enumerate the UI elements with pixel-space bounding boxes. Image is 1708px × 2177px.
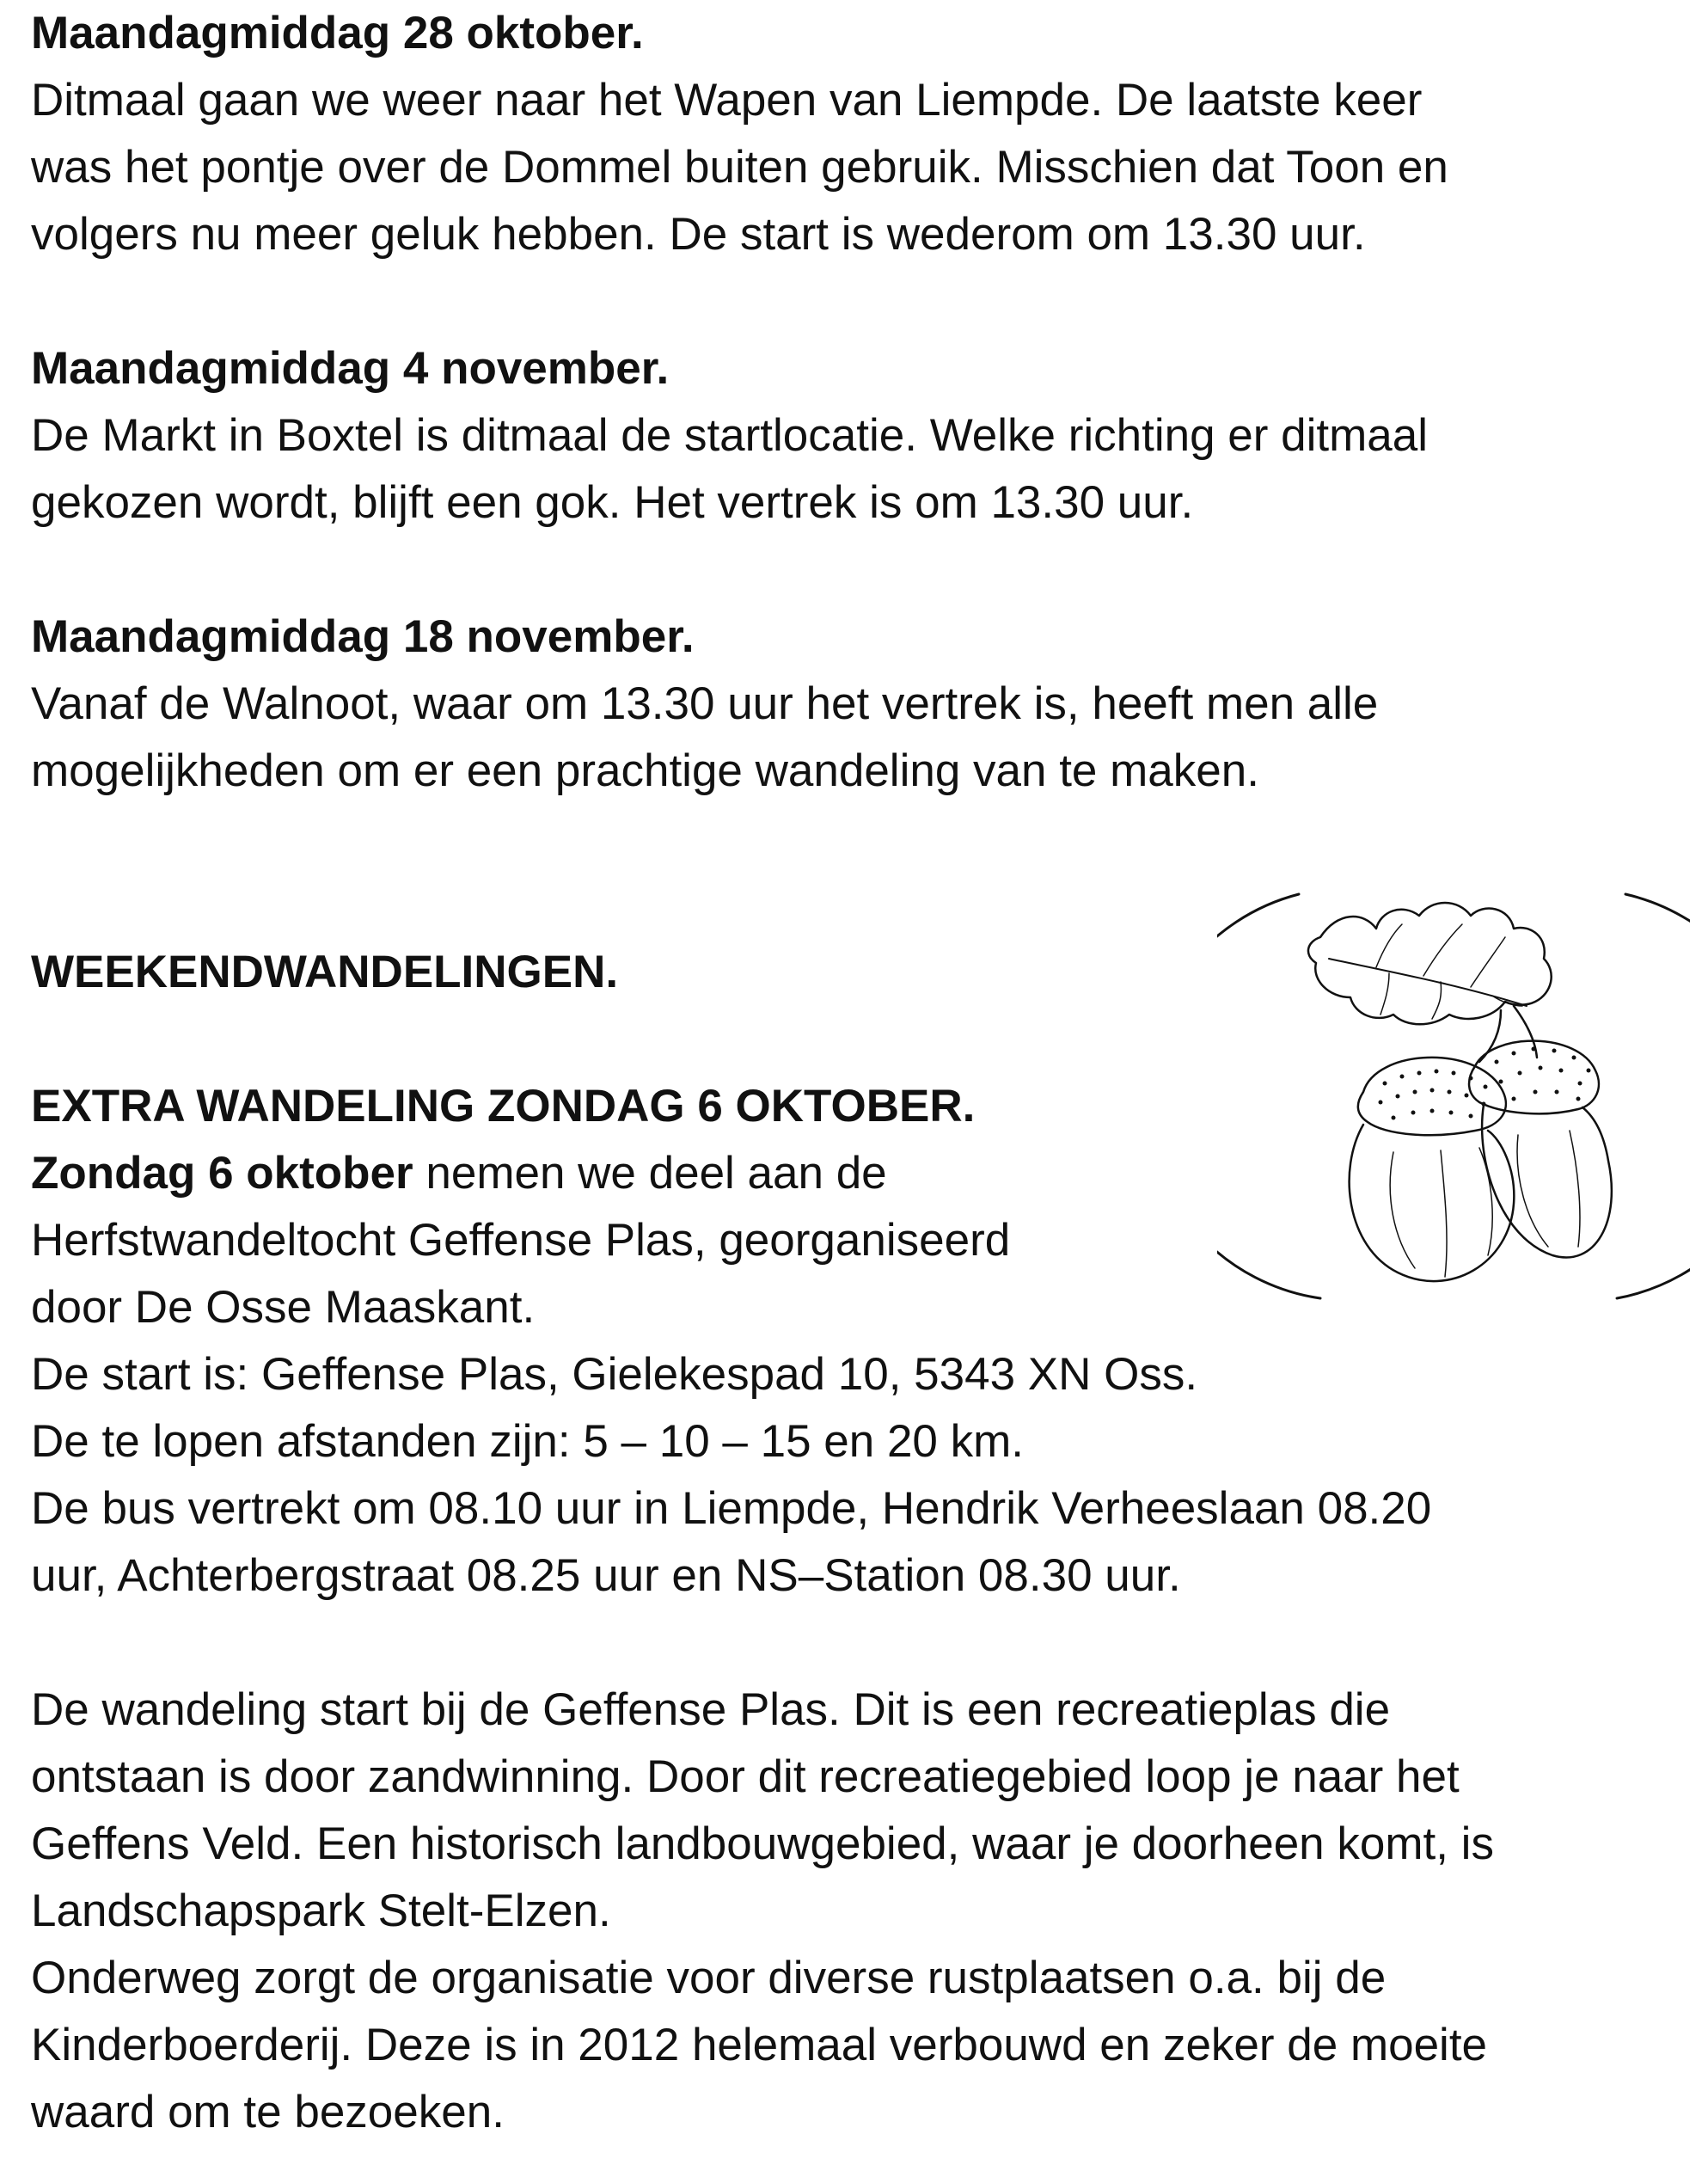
acorn-oak-leaf-icon [1217,877,1690,1307]
nov18-line-2: mogelijkheden om er een prachtige wandeling van te maken. [31,745,1259,796]
heading-weekend: WEEKENDWANDELINGEN. [31,947,619,997]
document-page [31,0,1681,2177]
heading-nov4: Maandagmiddag 4 november. [31,343,670,394]
nov4-line-1: De Markt in Boxtel is ditmaal de startlocatie. Welke richting er ditmaal [31,410,1428,461]
description-line-4: Landschapspark Stelt-Elzen. [31,1886,611,1936]
extra-line-3: De start is: Geffense Plas, Gielekespad 10, 5343 XN Oss. [31,1349,1198,1400]
extra-line-5: De bus vertrekt om 08.10 uur in Liempde, Hendrik Verheeslaan 08.20 [31,1483,1432,1534]
nov18-line-1: Vanaf de Walnoot, waar om 13.30 uur het vertrek is, heeft men alle [31,678,1379,729]
extra-line-1: Herfstwandeltocht Geffense Plas, georganiseerd [31,1215,1011,1266]
description-line-5: Onderweg zorgt de organisatie voor diverse rustplaatsen o.a. bij de [31,1953,1387,2003]
nov4-line-2: gekozen wordt, blijft een gok. Het vertrek is om 13.30 uur. [31,477,1194,528]
description-line-1: De wandeling start bij de Geffense Plas. Dit is een recreatieplas die [31,1684,1391,1735]
description-line-7: waard om te bezoeken. [31,2087,505,2137]
oct28-line-2: was het pontje over de Dommel buiten gebruik. Misschien dat Toon en [31,142,1448,193]
extra-line-6: uur, Achterbergstraat 08.25 uur en NS–Station 08.30 uur. [31,1550,1181,1601]
heading-oct28: Maandagmiddag 28 oktober. [31,8,644,58]
extra-intro-line [31,1140,887,1207]
extra-intro-bold: Zondag 6 oktober [31,1148,413,1199]
heading-nov18: Maandagmiddag 18 november. [31,611,695,662]
extra-line-2: door De Osse Maaskant. [31,1282,536,1333]
extra-line-4: De te lopen afstanden zijn: 5 – 10 – 15 en 20 km. [31,1416,1025,1467]
description-line-6: Kinderboerderij. Deze is in 2012 helemaal verbouwd en zeker de moeite [31,2020,1488,2070]
extra-intro-rest: nemen we deel aan de [413,1148,887,1199]
description-line-3: Geffens Veld. Een historisch landbouwgebied, waar je doorheen komt, is [31,1818,1494,1869]
description-line-2: ontstaan is door zandwinning. Door dit recreatiegebied loop je naar het [31,1751,1460,1802]
heading-extra: EXTRA WANDELING ZONDAG 6 OKTOBER. [31,1081,976,1131]
oct28-line-1: Ditmaal gaan we weer naar het Wapen van Liempde. De laatste keer [31,75,1423,126]
oct28-line-3: volgers nu meer geluk hebben. De start is wederom om 13.30 uur. [31,209,1366,260]
